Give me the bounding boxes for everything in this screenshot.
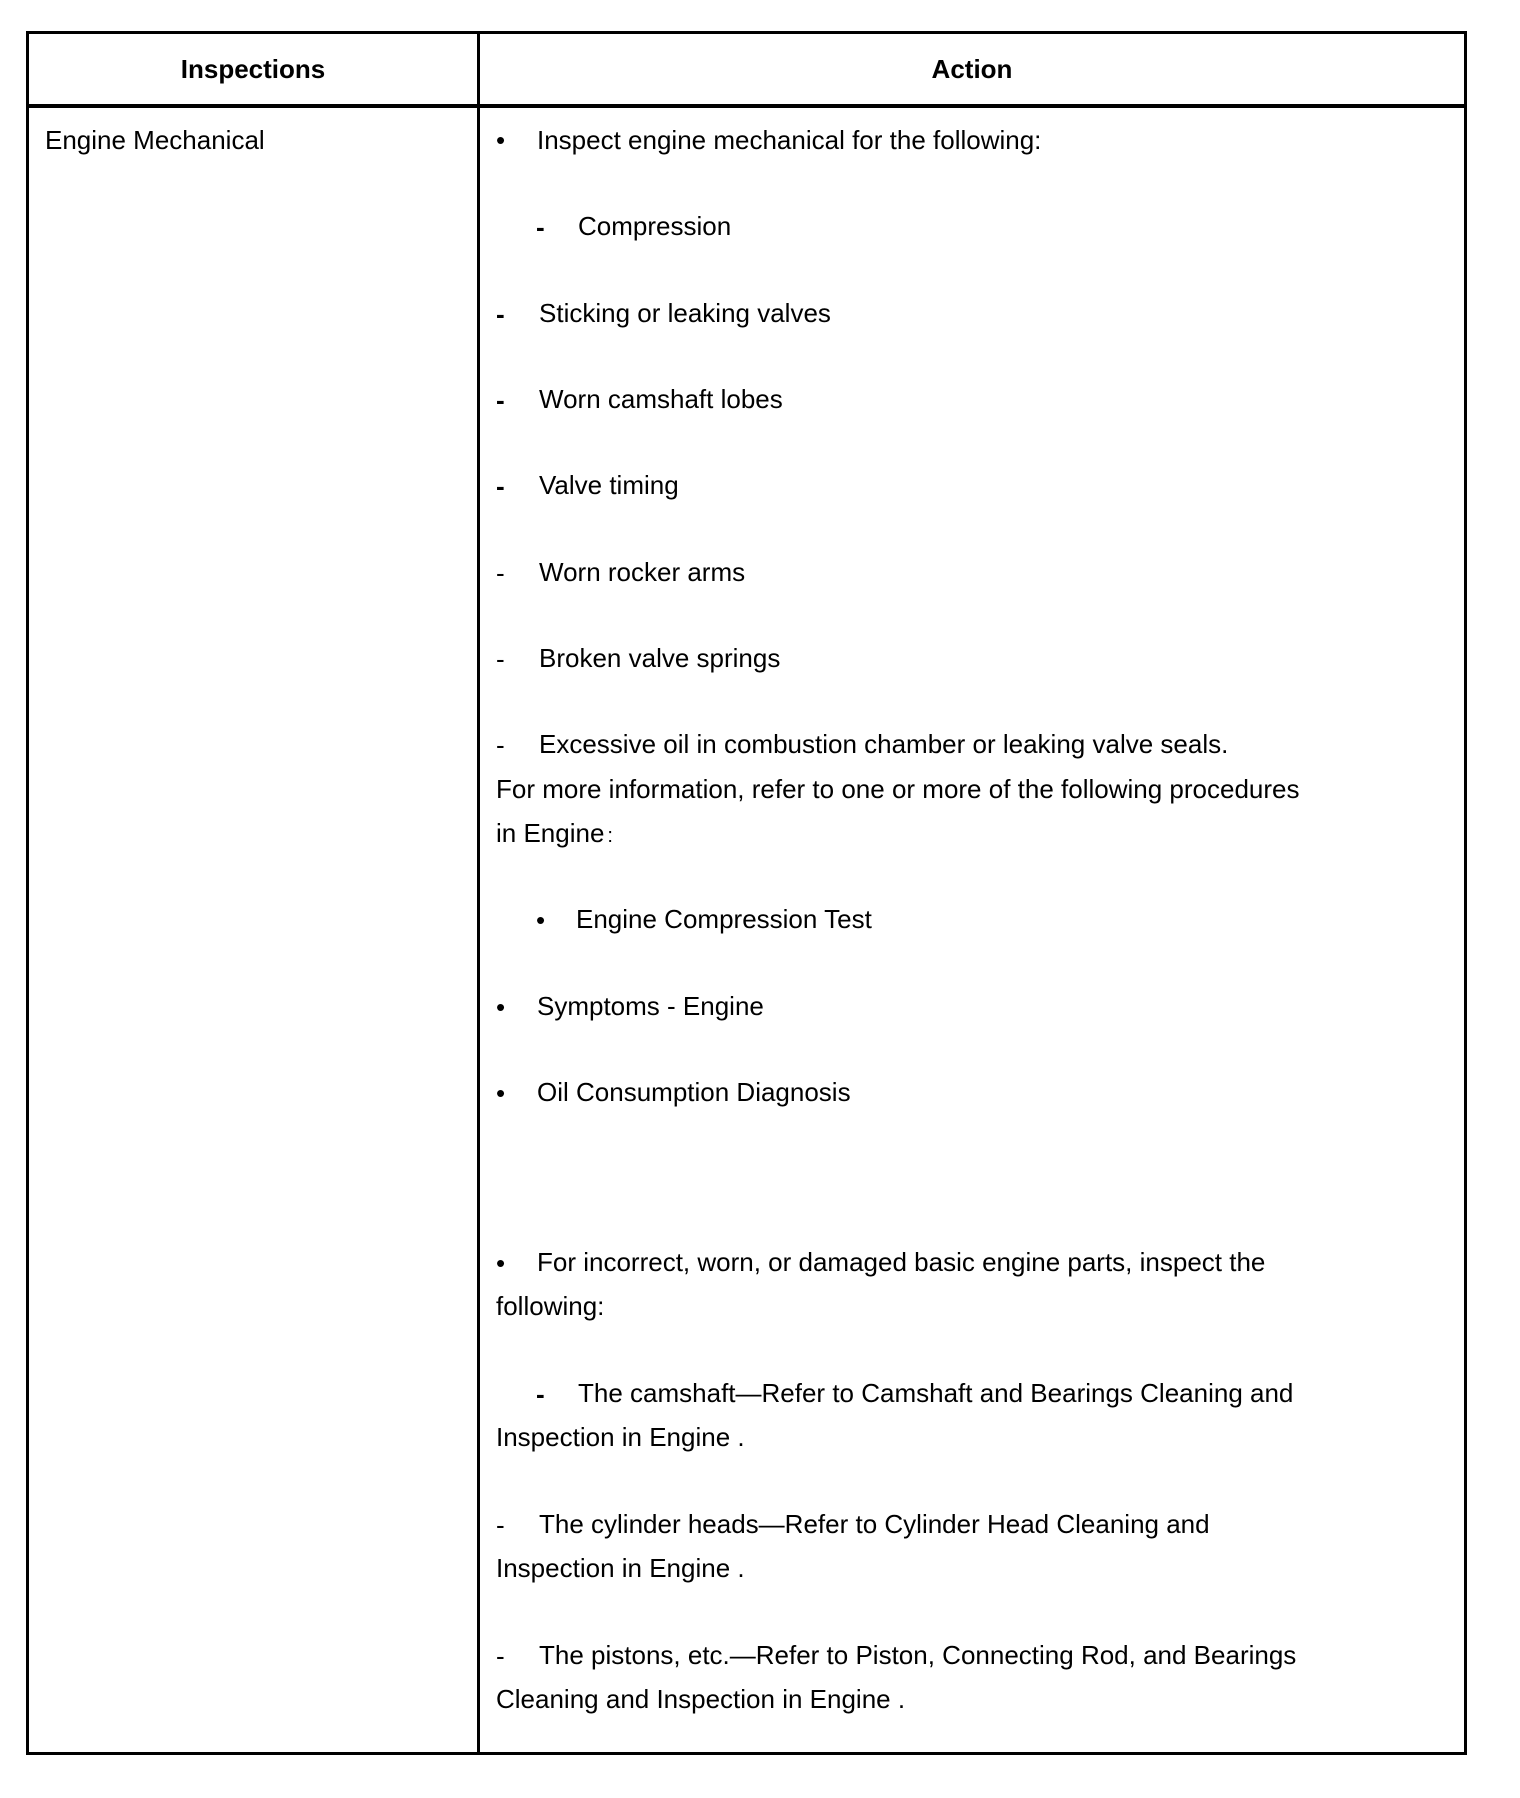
bullet-marker: • xyxy=(536,905,546,935)
procedure-link: Oil Consumption Diagnosis xyxy=(537,1077,851,1107)
dash-marker: - xyxy=(496,1641,505,1671)
more-info-text: For more information, refer to one or more of the following procedures xyxy=(496,774,1300,804)
dash-marker: - xyxy=(536,212,545,242)
check-item-rocker-arms: Worn rocker arms xyxy=(539,557,746,587)
check-item-camshaft-lobes: Worn camshaft lobes xyxy=(539,384,783,414)
dash-marker: - xyxy=(536,1379,545,1409)
inspection-name: Engine Mechanical xyxy=(45,125,265,155)
parts-intro-continued: following: xyxy=(496,1291,605,1321)
more-info-colon: : xyxy=(607,825,613,847)
dash-marker: - xyxy=(496,299,505,329)
check-item-valve-timing: Valve timing xyxy=(539,470,679,500)
dash-marker: - xyxy=(496,644,505,674)
bullet-marker: • xyxy=(496,1248,506,1278)
part-cylinder-heads-continued: Inspection in Engine . xyxy=(496,1553,745,1583)
procedure-link: Symptoms - Engine xyxy=(537,991,764,1021)
part-cylinder-heads: The cylinder heads—Refer to Cylinder Head Cleaning and xyxy=(539,1509,1210,1539)
check-item-compression: Compression xyxy=(578,211,732,241)
part-pistons: The pistons, etc.—Refer to Piston, Connecting Rod, and Bearings xyxy=(539,1640,1297,1670)
check-item-valves: Sticking or leaking valves xyxy=(539,298,831,328)
more-info-text-continued xyxy=(496,811,613,858)
dash-marker: - xyxy=(496,385,505,415)
dash-marker: - xyxy=(496,558,505,588)
header-action: Action xyxy=(931,54,1013,84)
header-inspections: Inspections xyxy=(180,54,326,84)
procedure-link: Engine Compression Test xyxy=(576,904,872,934)
bullet-marker: • xyxy=(496,125,506,155)
part-pistons-continued: Cleaning and Inspection in Engine . xyxy=(496,1684,906,1714)
parts-intro: For incorrect, worn, or damaged basic engine parts, inspect the xyxy=(537,1247,1266,1277)
column-divider xyxy=(477,34,480,1752)
action-intro: Inspect engine mechanical for the following: xyxy=(537,125,1042,155)
dash-marker: - xyxy=(496,730,505,760)
part-camshaft-continued: Inspection in Engine . xyxy=(496,1422,745,1452)
inspection-table xyxy=(26,31,1467,1755)
part-camshaft: The camshaft—Refer to Camshaft and Bearings Cleaning and xyxy=(578,1378,1294,1408)
dash-marker: - xyxy=(496,1510,505,1540)
check-item-valve-springs: Broken valve springs xyxy=(539,643,781,673)
more-info-engine: in Engine xyxy=(496,818,605,848)
dash-marker: - xyxy=(496,471,505,501)
bullet-marker: • xyxy=(496,992,506,1022)
bullet-marker: • xyxy=(496,1078,506,1108)
check-item-excessive-oil: Excessive oil in combustion chamber or leaking valve seals. xyxy=(539,729,1229,759)
table-header-row xyxy=(29,34,1464,108)
